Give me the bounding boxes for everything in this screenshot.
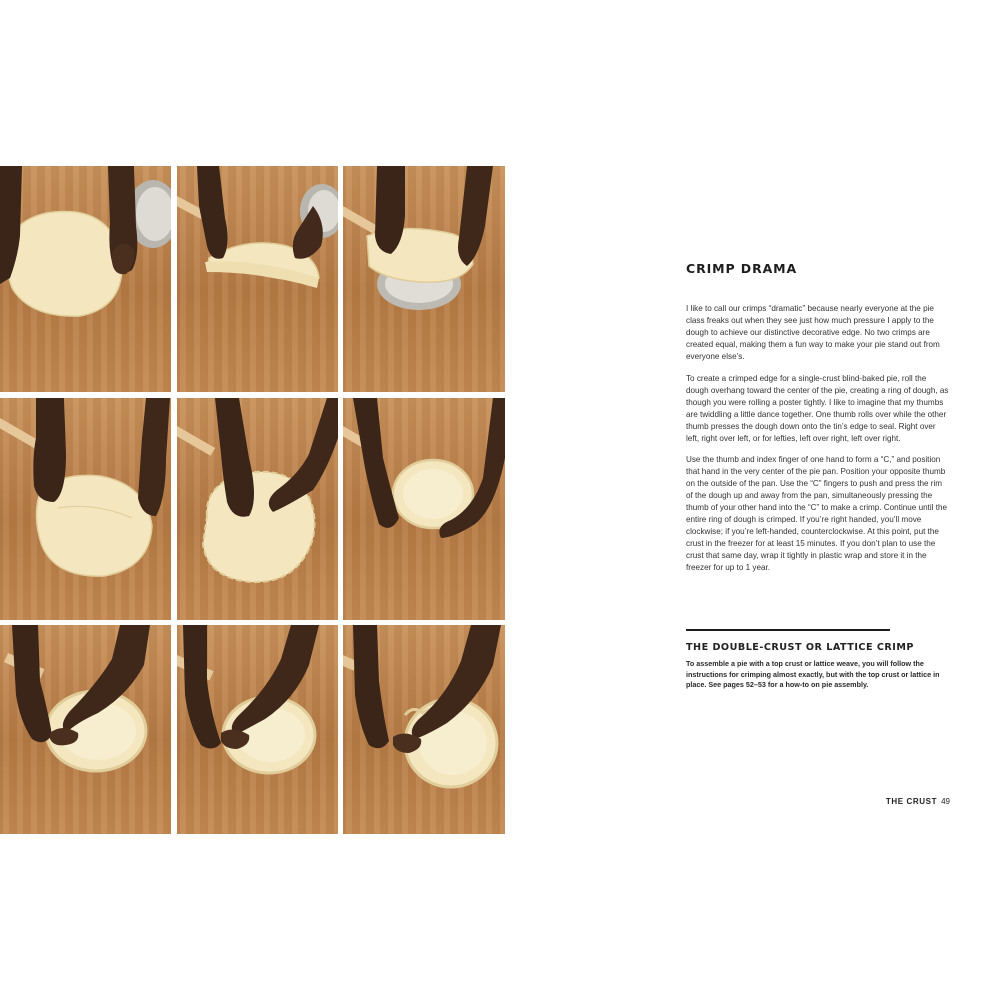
photo-step-3	[343, 166, 505, 392]
article-body	[686, 303, 950, 584]
photo-step-9-illustration	[343, 625, 505, 834]
photo-step-5-illustration	[177, 398, 338, 620]
section-name: THE CRUST	[885, 797, 938, 806]
article-title: CRIMP DRAMA	[686, 261, 798, 276]
photo-step-1-illustration	[0, 166, 171, 392]
sidebar-divider	[686, 629, 890, 631]
article-paragraph: Use the thumb and index finger of one hand to form a “C,” and position that hand in the very center of the pie pan. Position your opposite thumb on the outside of the pan. Use the “C” fingers to push and press the rim of the dough up and away from the pan, simultaneously pressing the thumb of your other hand into the “C” to make a crimp. Continue until the entire ring of dough is crimped. If you’re right handed, you’ll move clockwise; if you’re left-handed, counterclockwise. At this point, put the crust in the freezer for at least 15 minutes. If you don’t plan to use the crust that same day, wrap it tightly in plastic wrap and store it in the freezer for up to 1 year.	[686, 455, 948, 572]
article-paragraph: I like to call our crimps “dramatic” because nearly everyone at the pie class freaks out when they see just how much pressure I apply to the dough to achieve our distinctive decorative edge. No two crimps are created equal, making them a fun way to make your pie stand out from everyone else’s.	[686, 304, 940, 361]
sidebar-heading: THE DOUBLE-CRUST OR LATTICE CRIMP	[686, 642, 914, 653]
photo-step-6-illustration	[343, 398, 505, 620]
photo-step-2	[177, 166, 338, 392]
page-number: 49	[941, 797, 950, 806]
photo-step-7	[0, 625, 171, 834]
sidebar-text: To assemble a pie with a top crust or lattice weave, you will follow the instructions for crimping almost exactly, but with the top crust or lattice in place. See pages 52–53 for a how-to on pie assembly.	[686, 659, 940, 689]
photo-step-9	[343, 625, 505, 834]
photo-step-6	[343, 398, 505, 620]
photo-step-3-illustration	[343, 166, 505, 392]
photo-step-1	[0, 166, 171, 392]
photo-step-7-illustration	[0, 625, 171, 834]
photo-step-8	[177, 625, 338, 834]
photo-grid	[0, 166, 505, 834]
photo-step-5	[177, 398, 338, 620]
photo-step-4	[0, 398, 171, 620]
photo-step-4-illustration	[0, 398, 171, 620]
article-paragraph: To create a crimped edge for a single-crust blind-baked pie, roll the dough overhang toward the center of the pie, creating a ring of dough, as though you were rolling a poster tightly. I like to imagine that my thumbs are twiddling a little dance together. One thumb rolls over while the other thumb presses the dough down onto the tin’s edge to seal. Right over left, right over left, or for lefties, left over right, left over right.	[686, 373, 949, 443]
photo-step-8-illustration	[177, 625, 338, 834]
page-footer	[886, 797, 950, 806]
photo-step-2-illustration	[177, 166, 338, 392]
